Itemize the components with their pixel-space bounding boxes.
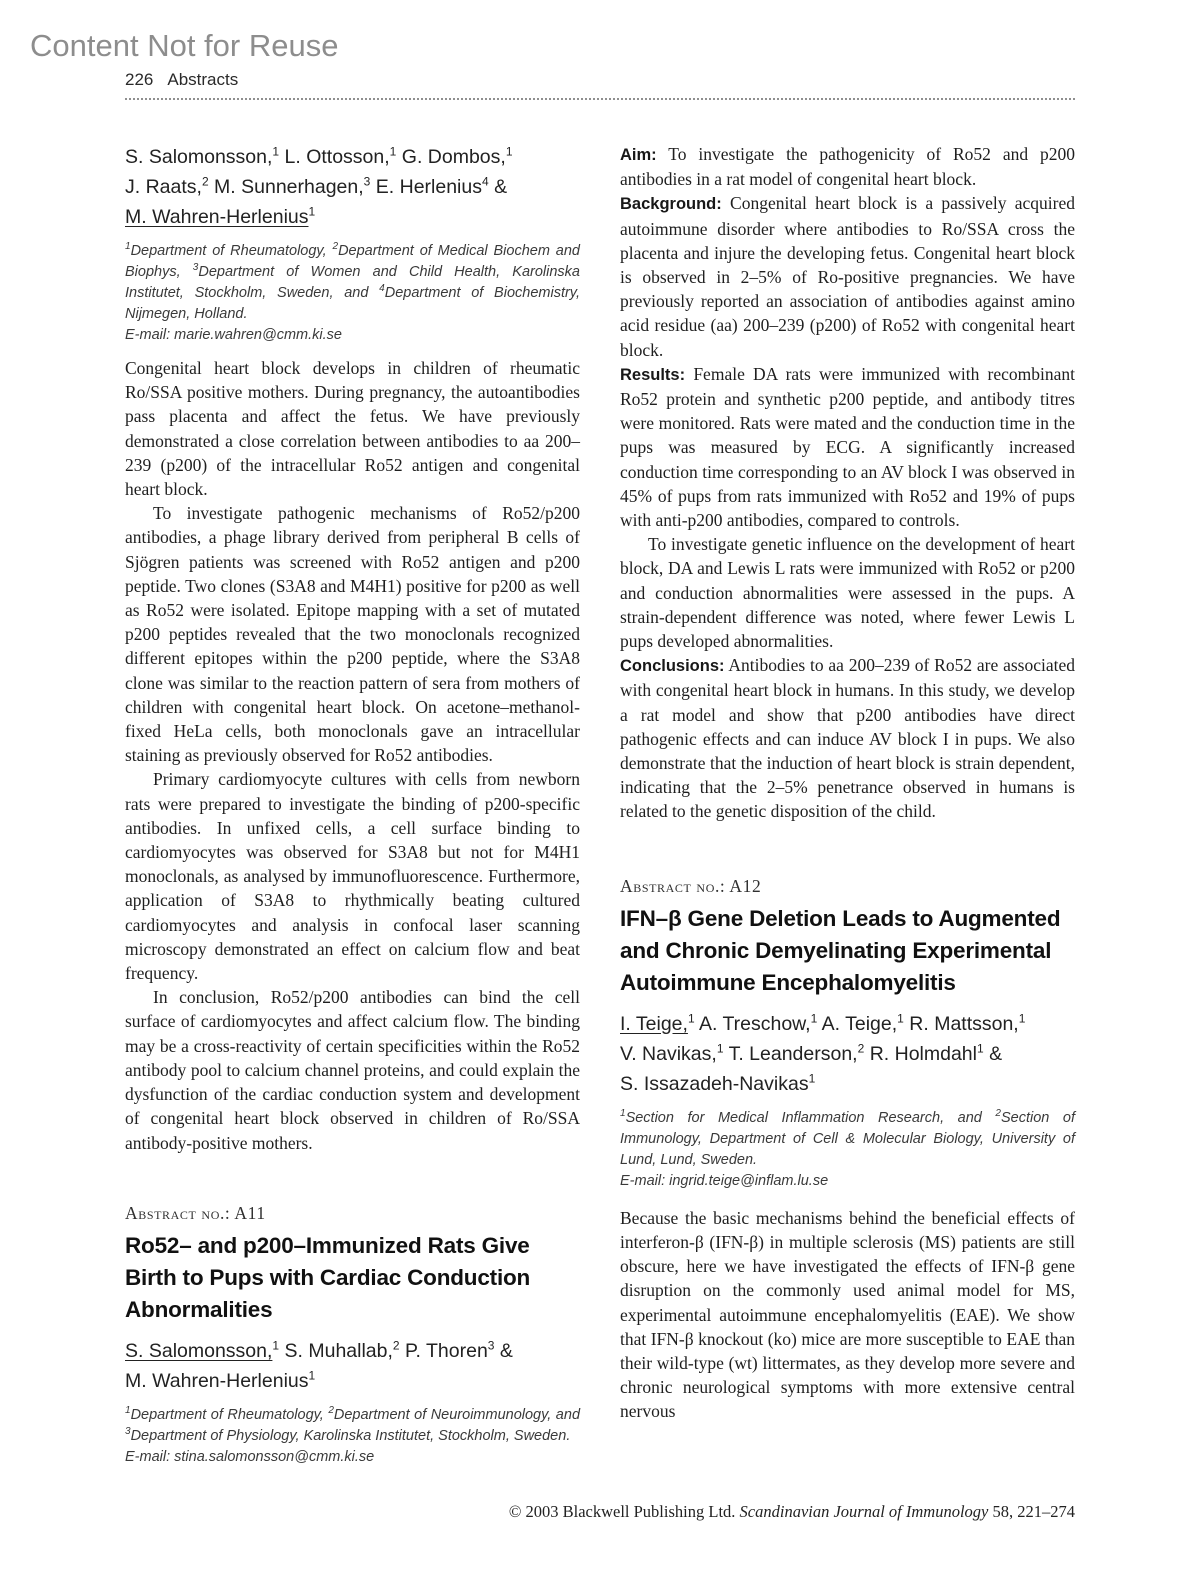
- affiliation-ref: 2: [995, 1107, 1001, 1119]
- affiliation-text: Department of Neuroimmunology, and: [333, 1406, 581, 1423]
- abstract-continued-body: [125, 356, 580, 1155]
- author-name: J. Raats,: [125, 176, 202, 198]
- affiliation-ref: 1: [620, 1107, 626, 1119]
- affiliation-ref: 2: [332, 241, 339, 253]
- abstract-a12-body: [620, 1206, 1075, 1424]
- author-name: S. Salomonsson,: [125, 146, 273, 168]
- author-name: M. Wahren-Herlenius: [125, 206, 309, 228]
- right-column: [620, 142, 1075, 1468]
- author-affiliation-ref: 1: [810, 1011, 818, 1026]
- author-name: &: [983, 1042, 1003, 1065]
- abstract-a11-body: [620, 142, 1075, 824]
- author-affiliation-ref: 2: [201, 174, 209, 189]
- abstract-a11-title: Ro52– and p200–Immunized Rats Give Birth to Pups with Cardiac Conduction Abnormalities: [125, 1232, 531, 1322]
- affiliation-text: Department of Rheumatology,: [130, 1406, 329, 1423]
- author-name: M. Sunnerhagen,: [208, 176, 364, 198]
- author-name: P. Thoren: [399, 1339, 488, 1362]
- affiliation-text: Department of Women and Child Health, Karolinska Institutet, Stockholm, Sweden, and: [125, 264, 580, 301]
- abstract-a12-authors: [620, 1009, 1075, 1099]
- author-name: T. Leanderson,: [723, 1042, 858, 1065]
- author-affiliation-ref: 3: [487, 1338, 495, 1353]
- abstract-continued-affiliations: [125, 241, 580, 346]
- paragraph: In conclusion, Ro52/p200 antibodies can bind the cell surface of cardiomyocytes and affect calcium flow. The binding may be a cross-reactivity of certain specificities within the Ro52 antibody pool to calcium channel proteins, and could explain the dysfunction of the cardiac conduction system and development of congenital heart block observed in children of Ro/SSA antibody-positive mothers.: [125, 987, 580, 1153]
- author-affiliation-ref: 1: [977, 1041, 984, 1056]
- author-affiliation-ref: 2: [857, 1041, 865, 1056]
- affiliation-text: Department of Rheumatology,: [130, 243, 333, 259]
- author-name: A. Treschow,: [694, 1012, 811, 1035]
- author-affiliation-ref: 1: [505, 144, 513, 159]
- author-affiliation-ref: 1: [687, 1011, 695, 1026]
- section-title: Abstracts: [167, 70, 239, 89]
- two-column-layout: [125, 142, 1075, 1468]
- abstract-a12-title: IFN–β Gene Deletion Leads to Augmented and Chronic Demyelinating Experimental Autoimmune Encephalomyelitis: [620, 905, 1061, 995]
- affiliation-ref: 1: [125, 1404, 131, 1416]
- affiliation-text: Department of Medical Biochem and Biophys,: [125, 243, 580, 280]
- author-name: I. Teige,: [620, 1012, 688, 1035]
- affiliation-text: Department of Biochemistry, Nijmegen, Holland.: [125, 285, 580, 322]
- author-affiliation-ref: 1: [308, 204, 316, 219]
- author-affiliation-ref: 1: [716, 1041, 724, 1056]
- author-name: S. Issazadeh-Navikas: [620, 1072, 809, 1095]
- running-head: [125, 70, 1075, 100]
- abstract-a11-affiliations: [125, 1405, 580, 1468]
- abstract-a12-label: Abstract no.: A12: [620, 875, 762, 896]
- author-name: &: [488, 176, 508, 198]
- contact-email: E-mail: ingrid.teige@inflam.lu.se: [620, 1172, 829, 1189]
- content-not-for-reuse-watermark: Content Not for Reuse: [30, 28, 339, 63]
- affiliation-text: Department of Physiology, Karolinska Institutet, Stockholm, Sweden.: [130, 1427, 571, 1444]
- left-column: [125, 142, 580, 1468]
- author-affiliation-ref: 3: [363, 174, 371, 189]
- paragraph-run-in-label: Conclusions:: [620, 657, 725, 676]
- author-affiliation-ref: 1: [1018, 1011, 1026, 1026]
- affiliation-ref: 4: [379, 283, 385, 295]
- paragraph-run-in-label: Results:: [620, 365, 686, 384]
- affiliation-text: Section of Immunology, Department of Cell & Molecular Biology, University of Lund, Lund, Sweden.: [620, 1109, 1075, 1168]
- paragraph: Results: Female DA rats were immunized with recombinant Ro52 protein and synthetic p200 peptide, and antibody titres were monitored. Rats were mated and the conduction time in the pups was measured by ECG. A significantly increased conduction time corresponding to an AV block I was observed in 45% of pups from rats immunized with Ro52 and 19% of pups with anti-p200 antibodies, compared to controls.: [620, 363, 1075, 531]
- footer-journal-name: Scandinavian Journal of Immunology: [739, 1502, 989, 1521]
- paragraph-run-in-label: Background:: [620, 195, 722, 214]
- author-name: V. Navikas,: [620, 1042, 717, 1065]
- abstract-a12-header: [620, 876, 1075, 1192]
- affiliation-ref: 2: [328, 1404, 334, 1416]
- abstract-continued-authors: [125, 142, 580, 232]
- author-name: S. Salomonsson,: [125, 1339, 273, 1362]
- author-affiliation-ref: 1: [272, 1338, 280, 1353]
- paragraph: Because the basic mechanisms behind the beneficial effects of interferon-β (IFN-β) in multiple sclerosis (MS) patients are still obscure, here we have investigated the effects of IFN-β gene disruption on the commonly used animal model for MS, experimental autoimmune encephalomyelitis (EAE). We show that IFN-β knockout (ko) mice are more susceptible to EAE than their wild-type (wt) littermates, as they develop more severe and chronic neurological symptoms with more extensive central nervous: [620, 1207, 1075, 1422]
- paragraph: To investigate pathogenic mechanisms of Ro52/p200 antibodies, a phage library derived from peripheral B cells of Sjögren patients was screened with Ro52 antigen and p200 peptide. Two clones (S3A8 and M4H1) positive for p200 as well as Ro52 were isolated. Epitope mapping with a set of mutated p200 peptides revealed that the two monoclonals recognized different epitopes within the p200 peptide, where the S3A8 clone was similar to the reaction pattern of sera from mothers of children with congenital heart block. On acetone–methanol-fixed HeLa cells, both monoclonals gave an intracellular staining as previously observed for Ro52 antibodies.: [125, 503, 580, 766]
- author-affiliation-ref: 2: [392, 1338, 400, 1353]
- paragraph: Primary cardiomyocyte cultures with cells from newborn rats were prepared to investigate the binding of p200-specific antibodies. In unfixed cells, a cell surface binding to cardiomyocytes was observed for S3A8 but not for M4H1 monoclonals, as analysed by immunofluorescence. Furthermore, application of S3A8 to rhythmically beating cultured cardiomyocytes and analysis in confocal laser scanning microscopy demonstrated an effect on calcium flow and beat frequency.: [125, 769, 580, 984]
- paragraph-run-in-label: Aim:: [620, 146, 657, 164]
- author-name: R. Mattsson,: [903, 1012, 1019, 1035]
- author-affiliation-ref: 1: [897, 1011, 904, 1026]
- footer-copyright: © 2003 Blackwell Publishing Ltd.: [508, 1502, 740, 1521]
- author-name: S. Muhallab,: [279, 1339, 393, 1362]
- abstract-a11-label: Abstract no.: A11: [125, 1202, 266, 1223]
- paragraph: Aim: To investigate the pathogenicity of Ro52 and p200 antibodies in a rat model of congenital heart block.: [620, 144, 1075, 190]
- paragraph: To investigate genetic influence on the development of heart block, DA and Lewis L rats were immunized with Ro52 or p200 and conduction abnormalities were assessed in the pups. A strain-dependent difference was noted, where fewer Lewis L pups developed abnormalities.: [620, 534, 1075, 652]
- author-name: G. Dombos,: [396, 146, 506, 168]
- abstract-a11-header: [125, 1203, 580, 1468]
- author-name: E. Herlenius: [370, 176, 482, 198]
- affiliation-ref: 3: [125, 1425, 131, 1437]
- author-affiliation-ref: 1: [389, 144, 397, 159]
- author-name: R. Holmdahl: [864, 1042, 977, 1065]
- abstract-a11-authors: [125, 1336, 580, 1396]
- author-name: A. Teige,: [817, 1012, 898, 1035]
- abstract-a12-affiliations: [620, 1108, 1075, 1192]
- page-number: 226: [125, 70, 154, 89]
- paragraph: Conclusions: Antibodies to aa 200–239 of Ro52 are associated with congenital heart block in humans. In this study, we develop a rat model and show that p200 antibodies have direct pathogenic effects and can induce AV block I in pups. We also demonstrate that the induction of heart block is strain dependent, indicating that the 2–5% penetrance observed in humans is related to the genetic disposition of the child.: [620, 655, 1075, 822]
- author-name: L. Ottosson,: [279, 146, 390, 168]
- contact-email: E-mail: stina.salomonsson@cmm.ki.se: [125, 1448, 375, 1465]
- contact-email: E-mail: marie.wahren@cmm.ki.se: [125, 327, 342, 343]
- page-footer: [509, 1502, 1075, 1522]
- footer-volume-pages: 58, 221–274: [988, 1502, 1075, 1521]
- affiliation-ref: 3: [192, 262, 199, 274]
- author-name: M. Wahren-Herlenius: [125, 1369, 309, 1392]
- affiliation-text: Section for Medical Inflammation Research, and: [625, 1109, 996, 1126]
- affiliation-ref: 1: [125, 241, 131, 253]
- author-affiliation-ref: 1: [808, 1071, 816, 1086]
- paragraph: Congenital heart block develops in children of rheumatic Ro/SSA positive mothers. During pregnancy, the autoantibodies pass placenta and affect the fetus. We have previously demonstrated a close correlation between antibodies to aa 200–239 (p200) of the intracellular Ro52 antigen and congenital heart block.: [125, 358, 580, 500]
- author-name: &: [494, 1339, 513, 1362]
- author-affiliation-ref: 1: [308, 1368, 316, 1383]
- author-affiliation-ref: 1: [272, 144, 280, 159]
- paragraph: Background: Congenital heart block is a passively acquired autoimmune disorder where antibodies to Ro/SSA cross the placenta and injure the developing fetus. Congenital heart block is observed in 2–5% of Ro-positive pregnancies. We have previously reported an association of antibodies against amino acid residue (aa) 200–239 (p200) of Ro52 with congenital heart block.: [620, 193, 1076, 360]
- author-affiliation-ref: 4: [482, 174, 489, 189]
